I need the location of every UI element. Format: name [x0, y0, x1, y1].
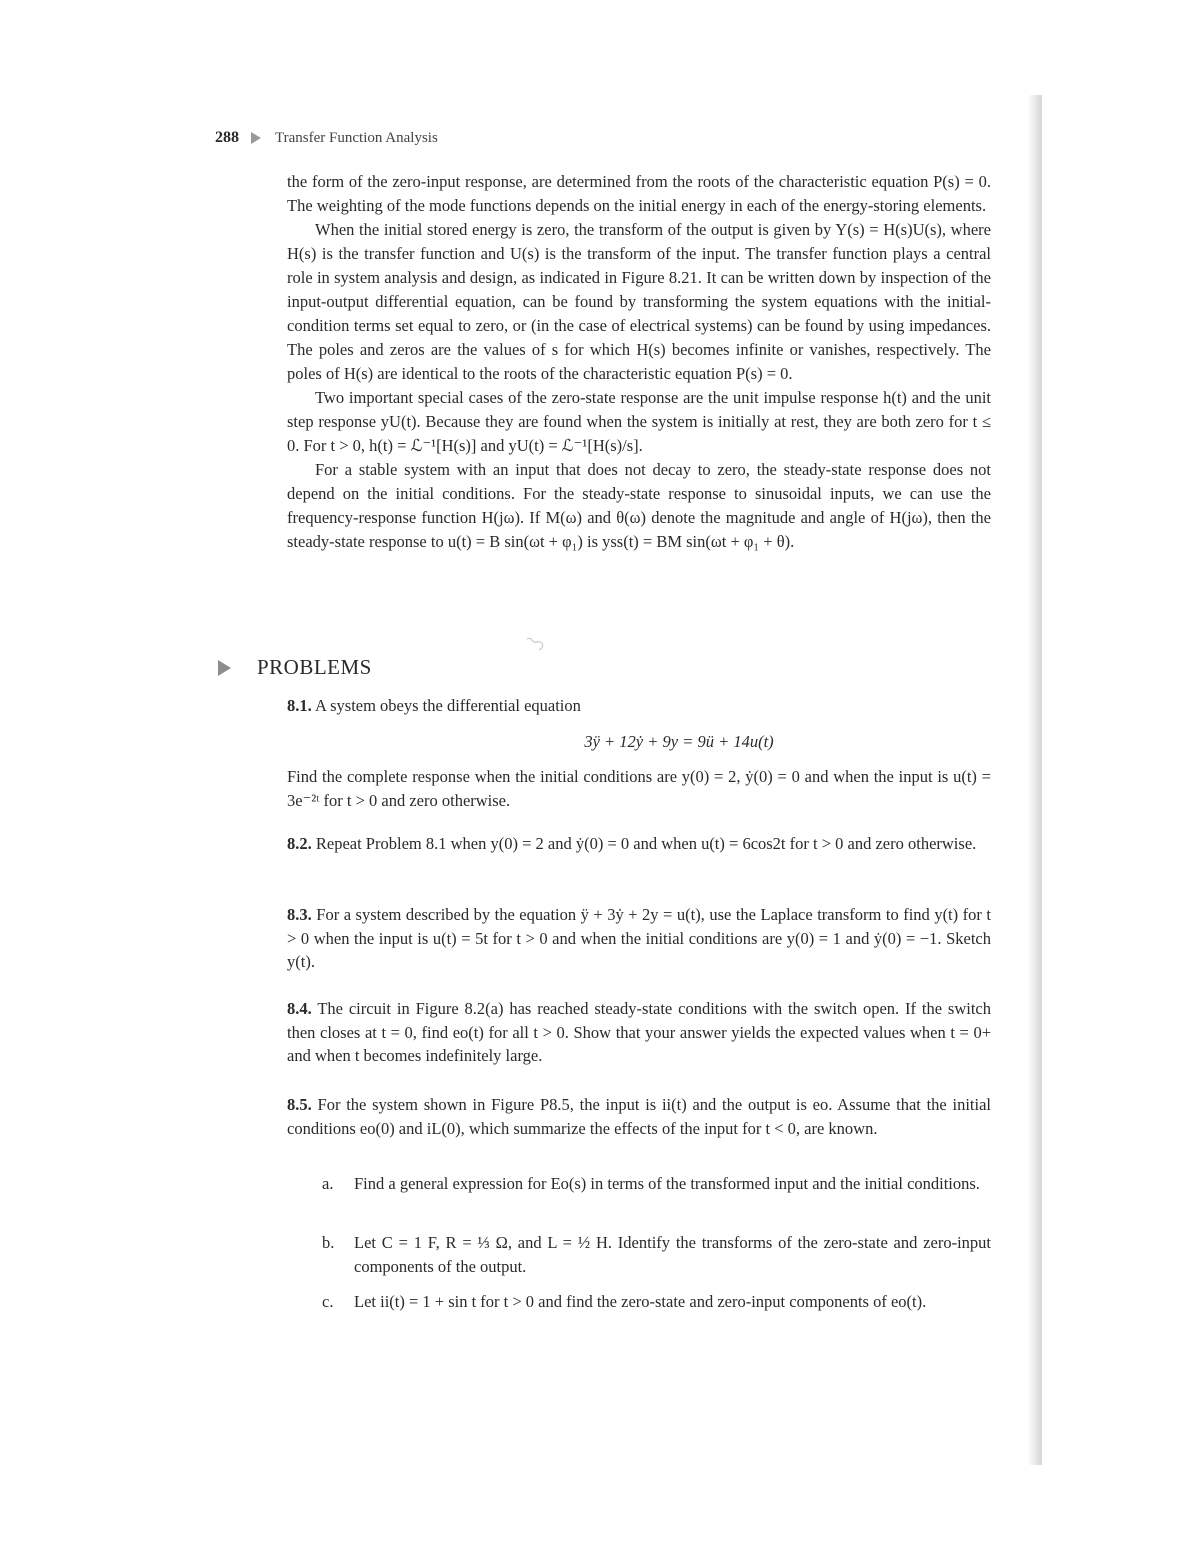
problem-8-2 — [287, 832, 991, 856]
problem-part-c — [322, 1290, 991, 1314]
pencil-mark — [525, 636, 547, 652]
running-title: Transfer Function Analysis — [275, 129, 438, 146]
problem-part-b — [322, 1231, 991, 1278]
equation: 3ÿ + 12ẏ + 9y = 9ü + 14u(t) — [584, 731, 774, 751]
problems-title: PROBLEMS — [257, 655, 372, 679]
header-triangle-icon — [251, 132, 261, 144]
problem-part-a — [322, 1172, 991, 1196]
problem-text: A system obeys the differential equation — [314, 696, 581, 715]
section-triangle-icon — [218, 660, 231, 676]
part-text: Let C = 1 F, R = ⅓ Ω, and L = ½ H. Identify the transforms of the zero-state and zero-input components of the output. — [354, 1233, 991, 1276]
page-header — [215, 126, 438, 150]
body-text — [287, 170, 991, 554]
part-letter: a. — [322, 1174, 334, 1193]
part-letter: b. — [322, 1233, 335, 1252]
problem-text: The circuit in Figure 8.2(a) has reached steady-state conditions with the switch open. If the switch then closes at t = 0, find eo(t) for all t > 0. Show that your answer yields the expected values when t = 0+ and when t becomes indefinitely large. — [287, 999, 991, 1065]
paragraph-2: When the initial stored energy is zero, the transform of the output is given by Y(s) = H(s)U(s), where H(s) is the transfer function and U(s) is the transform of the input. The transfer function plays a central role in system analysis and design, as indicated in Figure 8.21. It can be written down by inspection of the input-output differential equation, can be found by transforming the system equations with the initial-condition terms set equal to zero, or (in the case of electrical systems) can be found by using impedances. The poles and zeros are the values of s for which H(s) becomes infinite or vanishes, respectively. The poles of H(s) are identical to the roots of the characteristic equation P(s) = 0. — [287, 220, 991, 383]
problem-number: 8.1. — [287, 696, 312, 715]
problem-8-5 — [287, 1093, 991, 1140]
page-edge-shadow — [1028, 95, 1042, 1465]
problem-text-continued: Find the complete response when the initial conditions are y(0) = 2, ẏ(0) = 0 and when the input is u(t) = 3e⁻²ᵗ for t > 0 and zero otherwise. — [287, 767, 991, 810]
problems-heading — [218, 655, 372, 680]
problem-text: Repeat Problem 8.1 when y(0) = 2 and ẏ(0) = 0 and when u(t) = 6cos2t for t > 0 and zero otherwise. — [315, 834, 977, 853]
problem-number: 8.5. — [287, 1095, 312, 1114]
problem-number: 8.2. — [287, 834, 312, 853]
page-number: 288 — [215, 129, 239, 146]
problem-text: For the system shown in Figure P8.5, the input is ii(t) and the output is eo. Assume that the initial conditions eo(0) and iL(0), which summarize the effects of the input for t < 0, are known. — [287, 1095, 992, 1138]
problem-8-3 — [287, 903, 991, 974]
problem-8-1 — [287, 694, 991, 812]
paragraph-3: Two important special cases of the zero-state response are the unit impulse response h(t) and the unit step response yU(t). Because they are found when the system is initially at rest, they are both zero for t ≤ 0. For t > 0, h(t) = ℒ⁻¹[H(s)] and yU(t) = ℒ⁻¹[H(s)/s]. — [287, 388, 991, 455]
part-letter: c. — [322, 1292, 334, 1311]
problem-number: 8.3. — [287, 905, 312, 924]
part-text: Find a general expression for Eo(s) in terms of the transformed input and the initial conditions. — [354, 1174, 980, 1193]
problem-8-4 — [287, 997, 991, 1068]
problem-number: 8.4. — [287, 999, 312, 1018]
paragraph-1: the form of the zero-input response, are determined from the roots of the characteristic equation P(s) = 0. The weighting of the mode functions depends on the initial energy in each of the energy-storing elements. — [287, 172, 991, 215]
paragraph-4: For a stable system with an input that does not decay to zero, the steady-state response does not depend on the initial conditions. For the steady-state response to sinusoidal inputs, we can use the frequency-response function H(jω). If M(ω) and θ(ω) denote the magnitude and angle of H(jω), then the steady-state response to u(t) = B sin(ωt + φ₁) is yss(t) = BM sin(ωt + φ₁ + θ). — [287, 460, 991, 551]
part-text: Let ii(t) = 1 + sin t for t > 0 and find the zero-state and zero-input components of eo(t). — [354, 1292, 927, 1311]
problem-text: For a system described by the equation ÿ + 3ẏ + 2y = u(t), use the Laplace transform to find y(t) for t > 0 when the input is u(t) = 5t for t > 0 and when the initial conditions are y(0) = 1 and ẏ(0) = −1. Sketch y(t). — [287, 905, 991, 971]
